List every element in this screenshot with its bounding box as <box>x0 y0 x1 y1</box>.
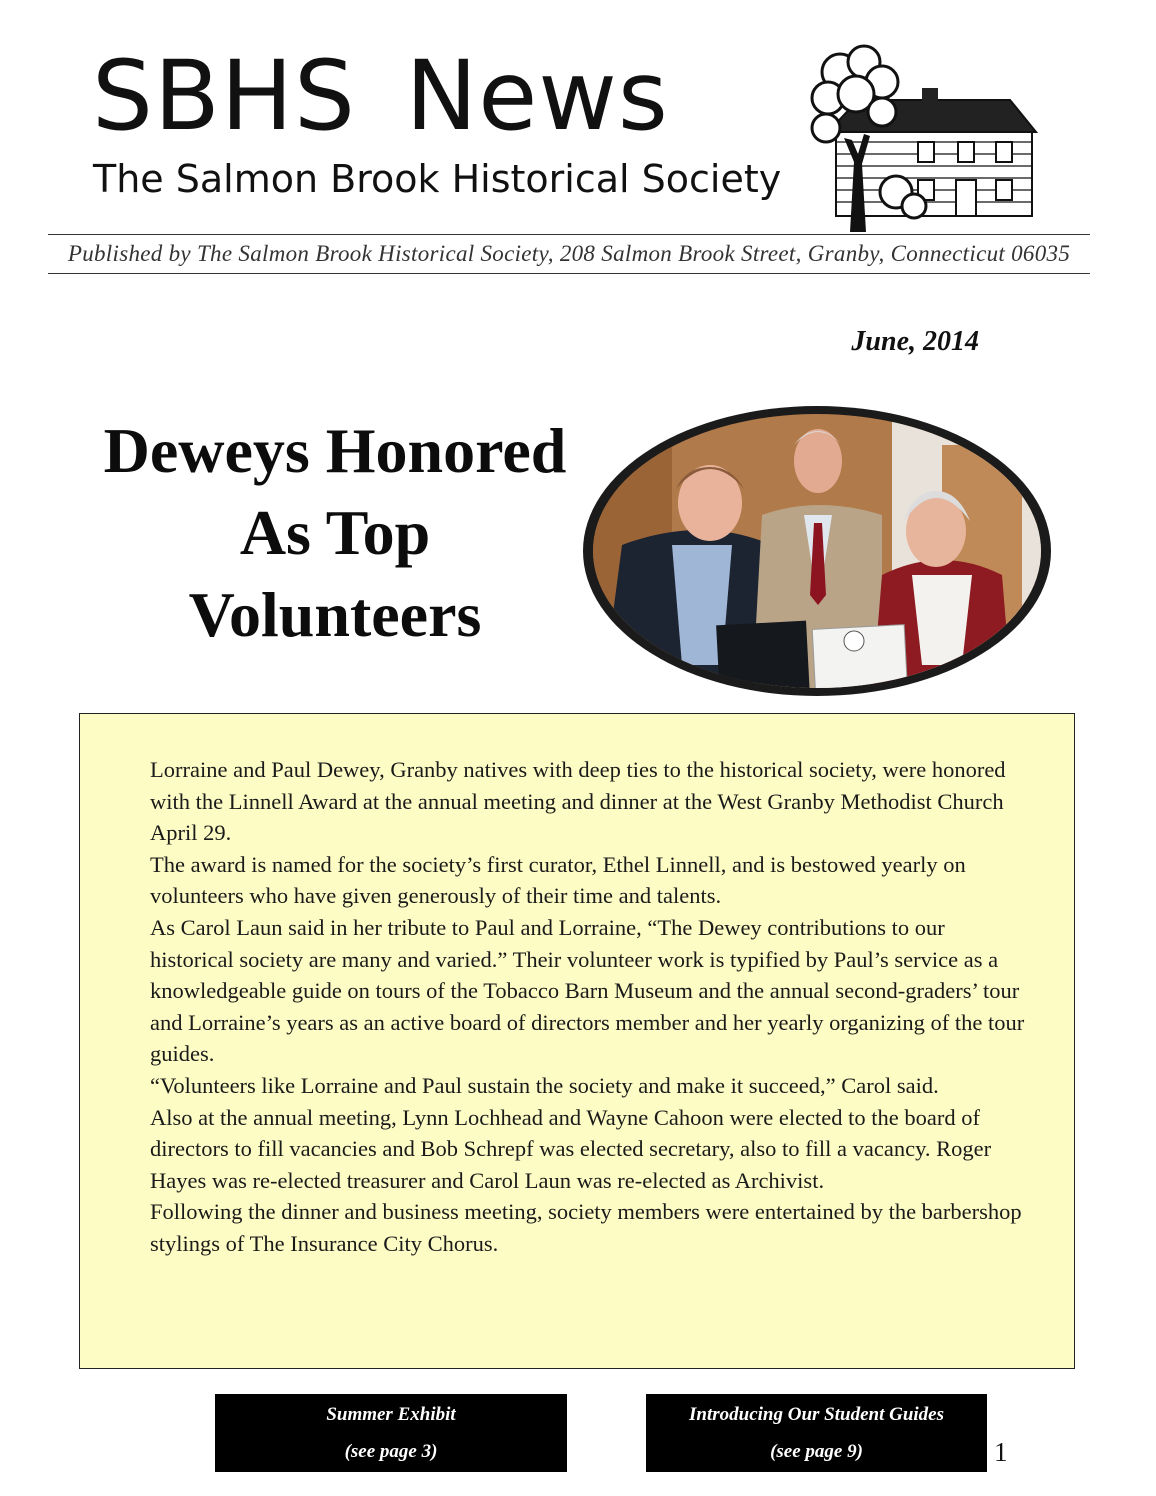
article-paragraph: Also at the annual meeting, Lynn Lochhead and Wayne Cahoon were elected to the board of directors to fill vacancies and Bob Schrepf was elected secretary, also to fill a vacancy. Roger Hayes was re-elected treasurer and Carol Laun was re-elected as Archivist. <box>150 1104 992 1193</box>
article-paragraph: Following the dinner and business meeting, society members were entertained by the barbershop stylings of The Insurance City Chorus. <box>150 1199 1022 1256</box>
historic-house-with-tree-icon <box>798 42 1038 232</box>
teaser-title: Summer Exhibit <box>326 1404 456 1425</box>
teaser-title: Introducing Our Student Guides <box>689 1404 944 1425</box>
teaser-page-ref: (see page 9) <box>770 1441 863 1462</box>
teaser-summer-exhibit[interactable] <box>215 1394 567 1472</box>
masthead-title: SBHS News <box>92 40 669 152</box>
article-body <box>150 754 1030 1260</box>
article-paragraph: “Volunteers like Lorraine and Paul sustain the society and make it succeed,” Carol said. <box>150 1072 939 1098</box>
headline-line: Deweys Honored <box>103 415 567 486</box>
issue-date: June, 2014 <box>851 326 979 357</box>
article-box <box>79 713 1075 1369</box>
headline-line: As Top <box>239 497 431 568</box>
headline <box>70 410 600 656</box>
header-rule-bottom <box>48 273 1090 274</box>
three-people-holding-award-photo <box>582 405 1052 697</box>
masthead-subtitle: The Salmon Brook Historical Society <box>93 157 782 201</box>
article-paragraph: The award is named for the society’s first curator, Ethel Linnell, and is bestowed yearly on volunteers who have given generously of their time and talents. <box>150 851 966 909</box>
header-rule-top <box>48 234 1090 235</box>
headline-line: Volunteers <box>188 579 482 650</box>
article-paragraph: As Carol Laun said in her tribute to Paul and Lorraine, “The Dewey contributions to our historical society are many and varied.” Their volunteer work is typified by Paul’s service as a knowledgeable guide on tours of the Tobacco Barn Museum and the annual second-graders’ tour and Lorraine’s years as an active board of directors member and her yearly organizing of the tour guides. <box>150 914 1025 1067</box>
teaser-page-ref: (see page 3) <box>344 1441 438 1462</box>
published-by-line: Published by The Salmon Brook Historical Society, 208 Salmon Brook Street, Granby, Connecticut 06035 <box>67 241 1071 266</box>
article-paragraph: Lorraine and Paul Dewey, Granby natives with deep ties to the historical society, were honored with the Linnell Award at the annual meeting and dinner at the West Granby Methodist Church April 29. <box>150 757 1006 846</box>
page-number: 1 <box>994 1437 1008 1467</box>
teaser-student-guides[interactable] <box>646 1394 987 1472</box>
